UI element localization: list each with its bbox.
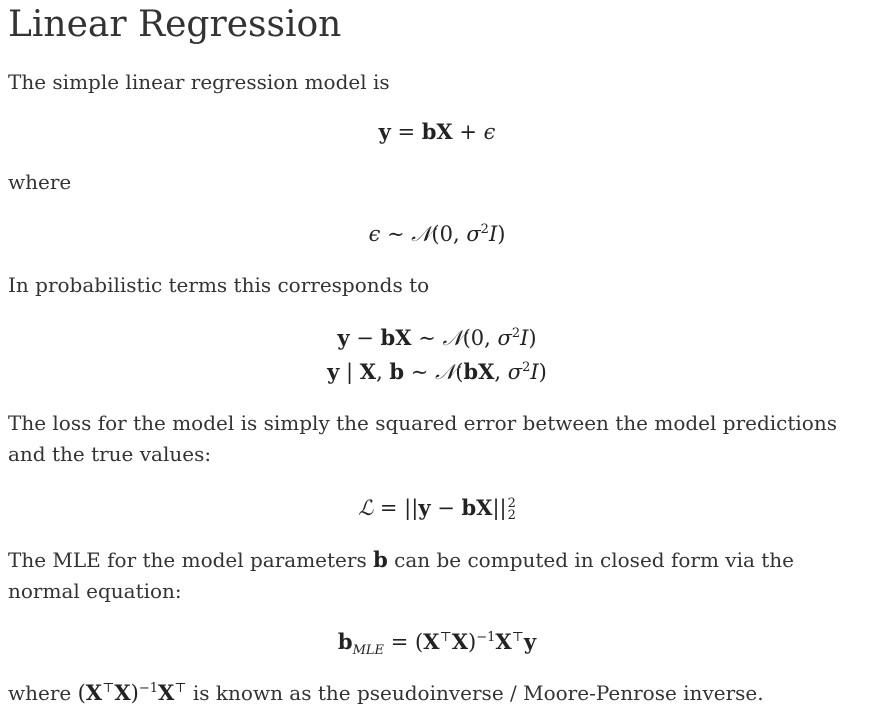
eq3a-y: y <box>337 325 350 350</box>
eq3b-comma: , <box>376 360 390 384</box>
eq3a-open: (0, <box>462 326 498 350</box>
noise-equation <box>0 219 874 249</box>
pinv-inverse: −1 <box>138 681 158 696</box>
eq4-superscript: 2 <box>507 495 516 511</box>
eq5-inverse: −1 <box>476 630 496 645</box>
normal-equation <box>0 627 874 657</box>
eq2-close: ) <box>497 222 506 246</box>
model-equation <box>0 117 874 147</box>
eq1-plus: + <box>452 120 484 144</box>
page-title: Linear Regression <box>8 4 342 45</box>
eq5-mle: MLE <box>352 643 385 659</box>
eq3a-close: ) <box>528 326 537 350</box>
eq3b-comma2: , <box>494 360 508 384</box>
pinv-close: ) <box>130 681 139 705</box>
eq3a-normal: 𝒩 <box>442 326 463 350</box>
eq5-transpose1: ⊤ <box>439 630 452 645</box>
conditional-equation <box>0 357 874 387</box>
eq3b-sigma: σ <box>507 360 523 384</box>
residual-equation <box>0 323 874 353</box>
pinv-math <box>78 681 187 705</box>
eq5-X3: X <box>495 629 512 654</box>
probabilistic-paragraph: In probabilistic terms this corresponds to <box>8 273 430 297</box>
eq5-X1: X <box>423 629 440 654</box>
mle-text-after: can be computed in closed form via the normal equation: <box>8 548 794 603</box>
eq1-equals: = <box>390 120 422 144</box>
pseudoinverse-paragraph <box>8 677 866 709</box>
eq3b-b: b <box>389 359 405 384</box>
eq3a-minus: − <box>349 326 381 350</box>
eq5-b: b <box>337 629 353 654</box>
eq2-sigma: σ <box>466 222 481 246</box>
pinv-text-after: is known as the pseudoinverse / Moore-Penrose inverse. <box>186 681 764 705</box>
eq5-y: y <box>523 629 537 654</box>
eq4-minus: − <box>430 496 462 520</box>
eq4-equals: = || <box>373 496 419 520</box>
where-paragraph: where <box>8 170 72 194</box>
eq3b-bar: | <box>339 360 360 384</box>
eq4-bX: bX <box>461 495 493 520</box>
eq4-subscript: 2 <box>507 507 516 523</box>
mle-param-b: b <box>373 547 388 572</box>
eq2-identity: I <box>488 222 498 246</box>
eq4-scripts <box>507 495 516 523</box>
pinv-transpose1: ⊤ <box>102 681 115 696</box>
mle-paragraph <box>8 544 866 607</box>
eq3b-bX: bX <box>463 359 495 384</box>
eq5-close: ) <box>467 630 477 654</box>
eq2-square: 2 <box>480 222 489 237</box>
eq4-norm: || <box>492 496 507 520</box>
eq1-y: y <box>378 119 391 144</box>
eq3a-square: 2 <box>511 326 521 341</box>
loss-paragraph: The loss for the model is simply the squared error between the model predictions and the true values: <box>8 411 837 466</box>
eq3a-sigma: σ <box>497 326 512 350</box>
intro-paragraph: The simple linear regression model is <box>8 70 390 94</box>
eq3b-X: X <box>359 359 377 384</box>
eq2-open: (0, <box>431 222 467 246</box>
eq5-equals: = ( <box>384 630 424 654</box>
eq4-y: y <box>418 495 431 520</box>
eq1-bX: bX <box>421 119 453 144</box>
eq5-transpose2: ⊤ <box>511 630 524 645</box>
eq3b-y: y <box>327 359 340 384</box>
eq2-epsilon: ϵ <box>368 222 381 246</box>
pinv-where: where <box>8 681 78 705</box>
pinv-X3: X <box>158 680 175 705</box>
pinv-X2: X <box>114 680 131 705</box>
eq3a-bX: bX <box>380 325 412 350</box>
pinv-X1: X <box>85 680 103 705</box>
eq3a-tilde: ∼ <box>411 326 443 350</box>
eq1-epsilon: ϵ <box>483 120 496 144</box>
eq3b-square: 2 <box>522 360 531 375</box>
eq2-tilde: ∼ <box>380 222 412 246</box>
pinv-transpose2: ⊤ <box>174 681 187 696</box>
eq3b-identity: I <box>530 360 539 384</box>
loss-equation <box>0 493 874 523</box>
mle-text-before: The MLE for the model parameters <box>8 548 374 572</box>
eq3b-close: ) <box>538 360 547 384</box>
eq5-X2: X <box>451 629 468 654</box>
eq3b-tilde: ∼ <box>404 360 436 384</box>
pinv-open: ( <box>77 681 86 705</box>
eq2-normal: 𝒩 <box>411 222 432 246</box>
eq3b-normal: 𝒩 <box>435 360 456 384</box>
eq3a-identity: I <box>520 326 529 350</box>
eq3b-open: ( <box>455 360 464 384</box>
eq4-loss: ℒ <box>358 496 374 520</box>
